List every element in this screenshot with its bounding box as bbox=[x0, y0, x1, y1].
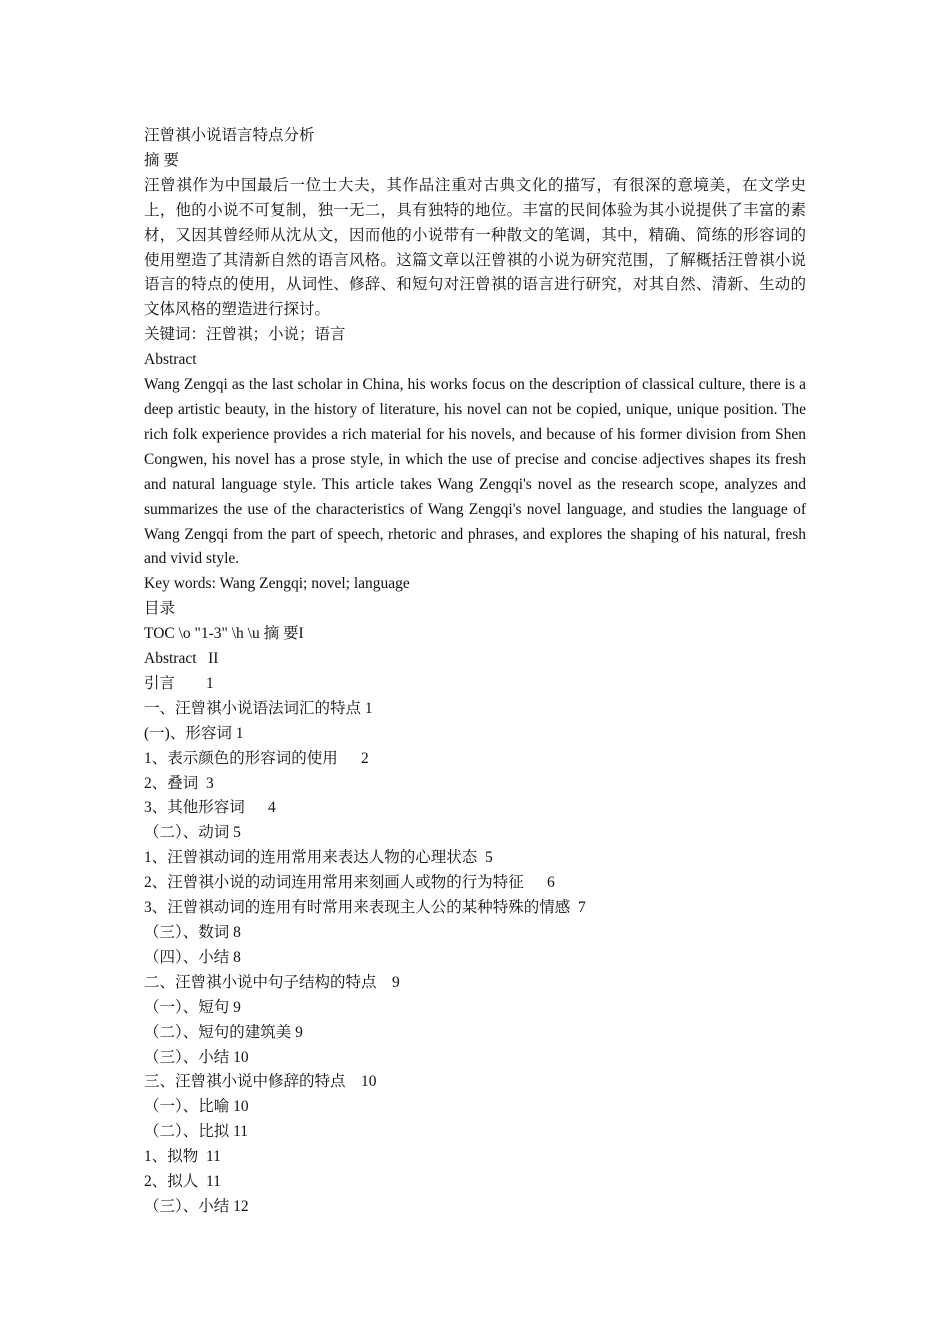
toc-entry: (一)、形容词 1 bbox=[144, 724, 244, 742]
toc-entry: 1、拟物 11 bbox=[144, 1148, 221, 1166]
toc-entry: 1、汪曾祺动词的连用常用来表达人物的心理状态 5 bbox=[144, 849, 493, 867]
toc-entry: （四）、小结 8 bbox=[144, 948, 241, 966]
toc-heading: 目录 bbox=[144, 600, 176, 618]
toc-entry: 1、表示颜色的形容词的使用 2 bbox=[144, 749, 369, 767]
toc-entry: TOC \o "1-3" \h \u 摘 要I bbox=[144, 625, 304, 643]
abstract-en-heading: Abstract bbox=[144, 351, 197, 369]
toc-entry: 3、其他形容词 4 bbox=[144, 799, 276, 817]
toc-entry: 二、汪曾祺小说中句子结构的特点 9 bbox=[144, 973, 400, 991]
toc-entry: （二）、动词 5 bbox=[144, 824, 241, 842]
toc-entry: 2、汪曾祺小说的动词连用常用来刻画人或物的行为特征 6 bbox=[144, 874, 555, 892]
toc-entry: （一）、比喻 10 bbox=[144, 1098, 249, 1116]
toc-entry: 引言 1 bbox=[144, 674, 214, 692]
toc-entry: 3、汪曾祺动词的连用有时常用来表现主人公的某种特殊的情感 7 bbox=[144, 899, 586, 917]
abstract-body: 汪曾祺作为中国最后一位士大夫，其作品注重对古典文化的描写，有很深的意境美，在文学史上，他的小说不可复制，独一无二，具有独特的地位。丰富的民间体验为其小说提供了丰富的素材，又因其曾经师从沈从文，因而他的小说带有一种散文的笔调，其中，精确、简练的形容词的使用塑造了其清新自然的语言风格。这篇文章以汪曾祺的小说为研究范围，了解概括汪曾祺小说语言的特点的使用，从词性、修辞、和短句对汪曾祺的语言进行研究，对其自然、清新、生动的文体风格的塑造进行探讨。 bbox=[144, 176, 806, 319]
toc-entry: 2、叠词 3 bbox=[144, 774, 214, 792]
toc-entry: （二）、短句的建筑美 9 bbox=[144, 1023, 303, 1041]
document-page bbox=[144, 124, 806, 1220]
document-title: 汪曾祺小说语言特点分析 bbox=[144, 127, 315, 144]
toc-entry: （一）、短句 9 bbox=[144, 998, 241, 1016]
keywords-en: Key words: Wang Zengqi; novel; language bbox=[144, 575, 410, 593]
toc-entry: （三）、数词 8 bbox=[144, 924, 241, 941]
toc-entry: （三）、小结 12 bbox=[144, 1197, 249, 1215]
toc-entry: 三、汪曾祺小说中修辞的特点 10 bbox=[144, 1073, 377, 1091]
toc-entry: Abstract II bbox=[144, 650, 219, 668]
toc-entry: 2、拟人 11 bbox=[144, 1173, 221, 1191]
abstract-heading: 摘 要 bbox=[144, 151, 179, 169]
toc-list bbox=[144, 622, 806, 1220]
toc-entry: 一、汪曾祺小说语法词汇的特点 1 bbox=[144, 699, 373, 717]
abstract-en-body: Wang Zengqi as the last scholar in China, his works focus on the description of classical culture, there is a deep artistic beauty, in the history of literature, his novel can not be copied, unique, unique position. The rich folk experience provides a rich material for his novels, and because of his former division from Shen Congwen, his novel has a prose style, in which the use of precise and concise adjectives shapes its fresh and natural language style. This article takes Wang Zengqi's novel as the research scope, analyzes and summarizes the use of the characteristics of Wang Zengqi's novel language, and studies the language of Wang Zengqi from the part of speech, rhetoric and phrases, and explores the shaping of his natural, fresh and vivid style. bbox=[144, 376, 806, 568]
toc-entry: （二）、比拟 11 bbox=[144, 1123, 249, 1141]
toc-entry: （三）、小结 10 bbox=[144, 1048, 249, 1066]
keywords-cn: 关键词：汪曾祺；小说；语言 bbox=[144, 326, 346, 344]
